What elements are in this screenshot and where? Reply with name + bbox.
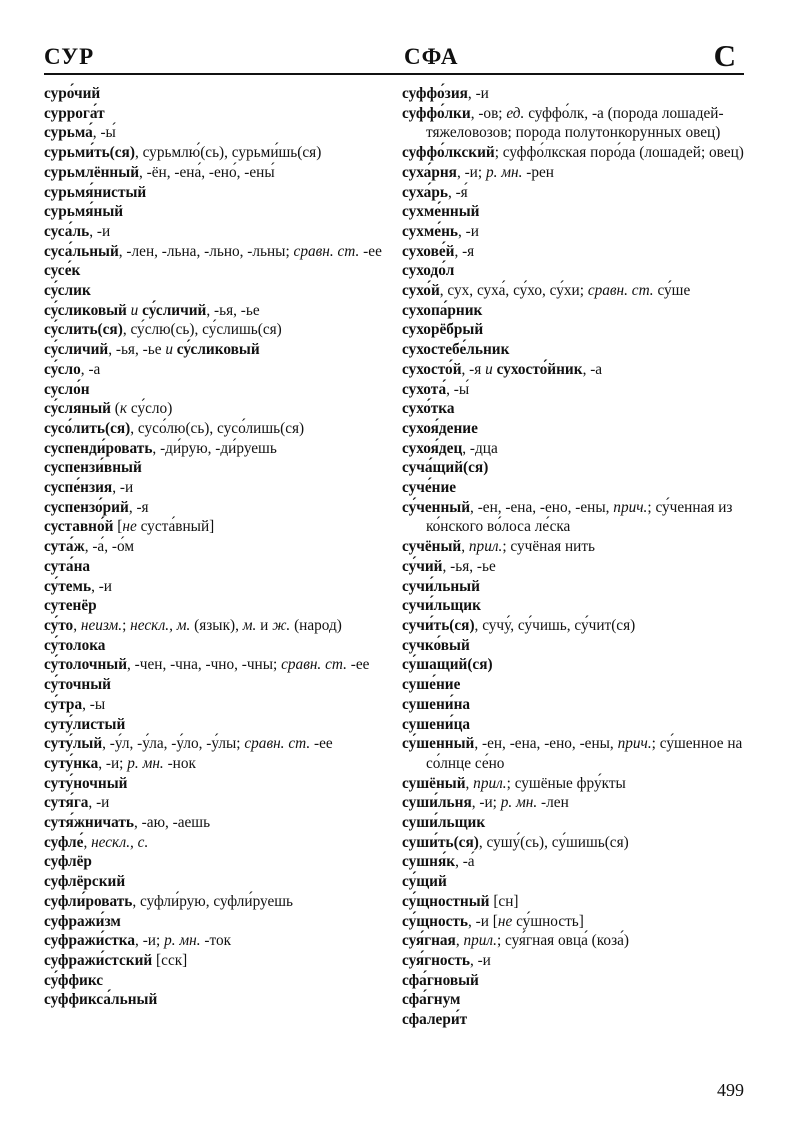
headword: сухме́нь <box>402 222 458 240</box>
headword: сфалери́т <box>402 1011 468 1029</box>
entry-text: , -ья, -ье <box>108 341 166 359</box>
headword: сушёный <box>402 774 466 792</box>
dictionary-entry <box>402 183 747 203</box>
dictionary-entry <box>44 340 394 360</box>
headword: суфражи́стка <box>44 932 136 950</box>
header-rule <box>44 73 744 75</box>
grammar-note: сравн. ст. <box>293 242 360 260</box>
entry-text: , <box>455 932 464 950</box>
entry-text: , -а́, -о́м <box>84 538 134 556</box>
headword: суту́нка <box>44 754 99 772</box>
headword: суши́льня <box>402 794 472 812</box>
dictionary-entry <box>44 872 394 892</box>
dictionary-entry <box>44 951 394 971</box>
dictionary-entry <box>402 793 747 813</box>
entry-text: -ее <box>359 242 382 260</box>
left-guide-word: СУР <box>44 44 95 69</box>
dictionary-entry <box>44 793 394 813</box>
entry-text: -ее <box>346 656 370 674</box>
entry-text: [ <box>113 518 123 536</box>
grammar-note: р. мн. <box>164 932 201 950</box>
entry-text: (язык), <box>190 616 243 634</box>
headword: сухоя́дец <box>402 439 463 457</box>
entry-text: , -ен, -ена, -ено, -ены, <box>474 735 618 753</box>
headword: сучко́вый <box>402 636 470 654</box>
headword: суспенди́ровать <box>44 439 153 457</box>
dictionary-entry <box>44 734 394 754</box>
dictionary-entry <box>402 833 747 853</box>
dictionary-entry <box>44 675 394 695</box>
grammar-note: прил. <box>473 774 507 792</box>
dictionary-entry <box>44 695 394 715</box>
grammar-note: прич. <box>617 735 652 753</box>
headword: сурьми́ть(ся) <box>44 144 135 162</box>
headword: суту́ночный <box>44 774 128 792</box>
dictionary-entry <box>44 557 394 577</box>
dictionary-entry <box>402 439 747 459</box>
entry-text: , -ы <box>82 695 106 713</box>
headword: су́сло <box>44 360 81 378</box>
dictionary-entry <box>402 399 747 419</box>
headword: сфа́гновый <box>402 971 479 989</box>
dictionary-entry <box>402 380 747 400</box>
headword: сухосто́йник <box>492 360 583 378</box>
headword: су́сличий <box>44 341 109 359</box>
dictionary-entry <box>44 833 394 853</box>
headword: суя́гность <box>402 951 470 969</box>
headword: сухове́й <box>402 242 455 260</box>
entry-text: , -и; <box>135 932 165 950</box>
dictionary-entry <box>44 222 394 242</box>
headword: сурьма́ <box>44 124 93 142</box>
headword: сушени́ца <box>402 715 471 733</box>
dictionary-entry <box>44 84 394 104</box>
dictionary-entry <box>44 774 394 794</box>
headword: су́щностный <box>402 892 490 910</box>
entry-text: , сушу́(сь), су́шишь(ся) <box>478 833 629 851</box>
headword: сурьмя́ный <box>44 203 124 221</box>
right-guide-word: СФА <box>404 44 459 69</box>
entry-text: , -и; <box>456 163 486 181</box>
entry-text: , -аю, -аешь <box>134 814 211 832</box>
headword: су́тра <box>44 695 83 713</box>
dictionary-entry <box>402 281 747 301</box>
dictionary-entry <box>44 636 394 656</box>
grammar-note: сравн. ст. <box>244 735 311 753</box>
dictionary-entry <box>44 655 394 675</box>
headword: су́чий <box>402 557 443 575</box>
entry-text: ; <box>122 616 131 634</box>
headword: су́щий <box>402 873 447 891</box>
headword: сута́ж <box>44 538 85 556</box>
dictionary-entry <box>44 596 394 616</box>
entry-text: , -и <box>91 577 112 595</box>
entry-text: , сух, суха́, су́хо, су́хи; <box>439 282 588 300</box>
entry-text: -рен <box>522 163 554 181</box>
headword: сутенёр <box>44 597 97 615</box>
dictionary-entry <box>44 498 394 518</box>
dictionary-entry <box>402 872 747 892</box>
grammar-note: р. мн. <box>500 794 538 812</box>
grammar-note: не <box>122 518 137 536</box>
entry-text: , -ён, -ена́, -ено́, -ены́ <box>139 163 275 181</box>
page-number: 499 <box>717 1080 744 1100</box>
headword: сушня́к <box>402 853 456 871</box>
grammar-note: прил. <box>468 538 503 556</box>
entry-text: , -чен, -чна, -чно, -чны; <box>127 656 282 674</box>
dictionary-entry <box>402 143 747 163</box>
grammar-note: к <box>119 400 128 418</box>
dictionary-entry <box>402 419 747 439</box>
headword: сухосто́й <box>402 360 462 378</box>
headword: су́шащий(ся) <box>402 656 493 674</box>
entry-text: , -лен, -льна, -льно, -льны; <box>118 242 294 260</box>
grammar-note: м. <box>242 616 257 634</box>
headword: сухорёбрый <box>402 321 484 339</box>
headword: су́ченный <box>402 498 471 516</box>
dictionary-entry <box>402 1010 747 1030</box>
headword: сусе́к <box>44 262 81 280</box>
dictionary-entry <box>402 715 747 735</box>
dictionary-entry <box>44 754 394 774</box>
headword: суффо́лкский <box>402 144 495 162</box>
dictionary-entry <box>44 163 394 183</box>
grammar-note: сравн. ст. <box>587 282 654 300</box>
dictionary-entry <box>402 971 747 991</box>
dictionary-entry <box>402 320 747 340</box>
dictionary-entry <box>402 675 747 695</box>
entry-text: -ток <box>200 932 232 950</box>
dictionary-entry <box>44 990 394 1010</box>
grammar-note: нескл., с. <box>91 833 149 851</box>
dictionary-entry <box>402 774 747 794</box>
dictionary-entry <box>402 557 747 577</box>
headword: суфле́ <box>44 833 84 851</box>
headword: сусо́лить(ся) <box>44 419 131 437</box>
headword: су́точный <box>44 676 111 694</box>
entry-text: , -ов; <box>470 104 507 122</box>
dictionary-entry <box>402 261 747 281</box>
dictionary-entry <box>402 104 747 143</box>
headword: су́ффикс <box>44 971 104 989</box>
dictionary-entry <box>44 577 394 597</box>
entry-text: ; сушёные фру́кты <box>506 774 626 792</box>
entry-text: , <box>73 616 81 634</box>
entry-text: ; су́шенное на со́лнце се́но <box>426 735 743 772</box>
dictionary-entry <box>402 636 747 656</box>
dictionary-entry <box>44 458 394 478</box>
dictionary-entry <box>402 655 747 675</box>
headword: суро́чий <box>44 85 101 102</box>
dictionary-entry <box>44 183 394 203</box>
dictionary-entry <box>44 813 394 833</box>
headword: сухота́ <box>402 380 447 398</box>
headword: сухостебе́льник <box>402 341 510 359</box>
entry-text: , -и <box>112 479 134 497</box>
page-header <box>44 38 744 76</box>
dictionary-entry <box>44 104 394 124</box>
grammar-note: и <box>126 301 143 319</box>
entry-text: , -и; <box>471 794 501 812</box>
dictionary-entry <box>44 478 394 498</box>
dictionary-entry <box>402 498 747 537</box>
entry-text: су́шность] <box>512 912 584 930</box>
headword: сухо́тка <box>402 400 455 418</box>
dictionary-entry <box>44 517 394 537</box>
dictionary-entry <box>402 616 747 636</box>
entry-text: , -у́л, -у́ла, -у́ло, -у́лы; <box>102 735 245 753</box>
dictionary-entry <box>402 990 747 1010</box>
entry-text: , -я <box>454 242 475 260</box>
headword: суффикса́льный <box>44 991 158 1009</box>
dictionary-entry <box>44 261 394 281</box>
dictionary-entry <box>402 912 747 932</box>
headword: сурьмя́нистый <box>44 183 147 201</box>
headword: суше́ние <box>402 676 461 694</box>
dictionary-entry <box>44 380 394 400</box>
dictionary-entry <box>402 951 747 971</box>
entry-text: , -и <box>467 85 489 102</box>
headword: сучи́льщик <box>402 597 481 615</box>
dictionary-entry <box>402 301 747 321</box>
right-column <box>402 84 747 1030</box>
dictionary-entry <box>44 931 394 951</box>
entry-text: , -и <box>469 951 491 969</box>
entry-text: и <box>256 616 273 634</box>
headword: суча́щий(ся) <box>402 459 489 477</box>
dictionary-entry <box>44 852 394 872</box>
grammar-note: не <box>497 912 513 930</box>
dictionary-entry <box>402 340 747 360</box>
entry-text: су́сло) <box>127 400 173 418</box>
dictionary-entry <box>44 320 394 340</box>
entry-text: , -дца <box>462 439 498 457</box>
headword: суса́льный <box>44 242 119 260</box>
headword: суя́гная <box>402 932 456 950</box>
entry-text: -ее <box>310 735 333 753</box>
dictionary-entry <box>402 478 747 498</box>
entry-text: , <box>461 538 469 556</box>
headword: сухоя́дение <box>402 419 478 437</box>
entry-text: , -а <box>582 360 603 378</box>
entry-text: , сусо́лю(сь), сусо́лишь(ся) <box>130 419 305 437</box>
headword: суффо́зия <box>402 85 468 102</box>
headword: суха́рня <box>402 163 457 181</box>
headword: суче́ние <box>402 479 457 497</box>
entry-text: , сучу́, су́чишь, су́чит(ся) <box>474 616 636 634</box>
headword: су́сличий <box>142 301 207 319</box>
headword: суфлёрский <box>44 873 126 891</box>
grammar-note: ж. <box>272 616 291 634</box>
entry-text: ; сучёная нить <box>502 538 596 556</box>
dictionary-entry <box>402 577 747 597</box>
headword: сухо́й <box>402 282 440 300</box>
entry-text: -лен <box>537 794 569 812</box>
dictionary-entry <box>402 892 747 912</box>
grammar-note: прич. <box>613 498 648 516</box>
entry-text: ( <box>110 400 120 418</box>
headword: су́сликовый <box>172 341 260 359</box>
headword: суспензо́рий <box>44 498 129 516</box>
headword: су́толока <box>44 636 106 654</box>
headword: сута́на <box>44 557 91 575</box>
headword: суту́лый <box>44 735 103 753</box>
dictionary-entry <box>44 715 394 735</box>
headword: суфражи́зм <box>44 912 121 930</box>
headword: сухме́нный <box>402 203 480 221</box>
entry-text: , -и <box>88 794 110 812</box>
entry-text: , -ен, -ена, -ено, -ены, <box>470 498 614 516</box>
entry-text: , -я <box>128 498 149 516</box>
entry-text: су́ше <box>653 282 691 300</box>
headword: су́щность <box>402 912 469 930</box>
entry-text: , -и <box>458 222 479 240</box>
grammar-note: нескл., м. <box>130 616 191 634</box>
headword: сутя́жничать <box>44 814 135 832</box>
grammar-note: прил. <box>463 932 497 950</box>
headword: суспензи́вный <box>44 459 142 477</box>
headword: суту́листый <box>44 715 126 733</box>
dictionary-entry <box>44 892 394 912</box>
entry-text: , -ья, -ье <box>206 301 260 319</box>
dictionary-entry <box>402 84 747 104</box>
entry-text: , -ья, -ье <box>442 557 496 575</box>
headword: сучи́льный <box>402 577 480 595</box>
headword: суса́ль <box>44 222 90 240</box>
headword: суха́рь <box>402 183 448 201</box>
entry-text: , -и <box>89 222 111 240</box>
entry-text: ; су́ченная из ко́нского во́лоса ле́ска <box>426 498 733 536</box>
dictionary-entry <box>402 813 747 833</box>
grammar-note: неизм. <box>80 616 123 634</box>
headword: суффо́лки <box>402 104 471 122</box>
grammar-note: и <box>485 360 493 378</box>
headword: суходо́л <box>402 262 455 280</box>
dictionary-entry <box>402 734 747 773</box>
headword: сутя́га <box>44 794 89 812</box>
grammar-note: и <box>165 341 173 359</box>
entry-text: [сн] <box>489 892 519 910</box>
dictionary-entry <box>44 143 394 163</box>
headword: сучи́ть(ся) <box>402 616 475 634</box>
headword: суррога́т <box>44 104 105 122</box>
dictionary-entry <box>44 123 394 143</box>
dictionary-entry <box>44 301 394 321</box>
entry-text: -нок <box>163 754 196 772</box>
entry-text: суффо́лк, -а (порода лошадей-тяжеловозов; порода полутонкорунных овец) <box>426 104 724 142</box>
entry-text: , -ы́ <box>446 380 470 398</box>
entry-text: , су́слю(сь), су́слишь(ся) <box>122 321 282 339</box>
headword: су́темь <box>44 577 92 595</box>
headword: суфражи́стский <box>44 951 153 969</box>
dictionary-entry <box>402 222 747 242</box>
dictionary-entry <box>402 202 747 222</box>
entry-text: , сурьмлю́(сь), сурьми́шь(ся) <box>134 144 322 162</box>
headword: суши́льщик <box>402 814 486 832</box>
dictionary-entry <box>402 695 747 715</box>
dictionary-entry <box>44 439 394 459</box>
grammar-note: р. мн. <box>485 163 523 181</box>
entry-text: , <box>83 833 92 851</box>
dictionary-entry <box>402 931 747 951</box>
dictionary-entry <box>402 360 747 380</box>
entry-text: (народ) <box>290 616 342 634</box>
entry-text: , -я́ <box>447 183 468 201</box>
grammar-note: ед. <box>506 104 525 122</box>
headword: сусло́н <box>44 380 90 398</box>
headword: су́сликовый <box>44 301 127 319</box>
headword: сушени́на <box>402 695 471 713</box>
entry-text: , суфли́рую, суфли́руешь <box>132 892 294 910</box>
entry-text: , -а́ <box>455 853 475 871</box>
dictionary-entry <box>44 971 394 991</box>
dictionary-entry <box>44 616 394 636</box>
headword: суши́ть(ся) <box>402 833 479 851</box>
entry-text: суста́вный] <box>136 518 215 536</box>
entry-text: [сск] <box>152 951 188 969</box>
headword: сучёный <box>402 538 462 556</box>
dictionary-entry <box>402 596 747 616</box>
dictionary-entry <box>402 163 747 183</box>
dictionary-entry <box>44 399 394 419</box>
headword: су́толочный <box>44 656 128 674</box>
dictionary-entry <box>402 852 747 872</box>
grammar-note: сравн. ст. <box>281 656 347 674</box>
headword: суспе́нзия <box>44 479 113 497</box>
entry-text: ; суффо́лкская поро́да (лошадей; овец) <box>494 144 744 162</box>
headword: сурьмлённый <box>44 163 140 181</box>
entry-text: , -и; <box>98 754 128 772</box>
dictionary-entry <box>44 537 394 557</box>
headword: су́слик <box>44 282 91 300</box>
headword: суфлёр <box>44 853 92 871</box>
dictionary-entry <box>44 281 394 301</box>
left-column <box>44 84 394 1010</box>
dictionary-entry <box>44 242 394 262</box>
dictionary-entry <box>44 419 394 439</box>
dictionary-entry <box>402 458 747 478</box>
headword: сфа́гнум <box>402 991 461 1009</box>
headword: суфли́ровать <box>44 892 133 910</box>
entry-text: , -ди́рую, -ди́руешь <box>152 439 277 457</box>
grammar-note: р. мн. <box>127 754 164 772</box>
headword: су́шенный <box>402 735 475 753</box>
dictionary-entry <box>402 242 747 262</box>
headword: су́то <box>44 616 74 634</box>
headword: су́слить(ся) <box>44 321 123 339</box>
entry-text: , -я <box>461 360 486 378</box>
entry-text: , <box>465 774 474 792</box>
dictionary-entry <box>44 912 394 932</box>
entry-text: , -и [ <box>468 912 498 930</box>
entry-text: ; суя́гная овца́ (коза́) <box>496 932 630 950</box>
headword: су́сляный <box>44 400 111 418</box>
headword: суставно́й <box>44 518 114 536</box>
dictionary-entry <box>44 360 394 380</box>
dictionary-entry <box>402 537 747 557</box>
entry-text: , -а <box>80 360 101 378</box>
entry-text: , -ы́ <box>92 124 116 142</box>
section-letter: С <box>713 38 736 73</box>
headword: сухопа́рник <box>402 301 483 319</box>
dictionary-entry <box>44 202 394 222</box>
